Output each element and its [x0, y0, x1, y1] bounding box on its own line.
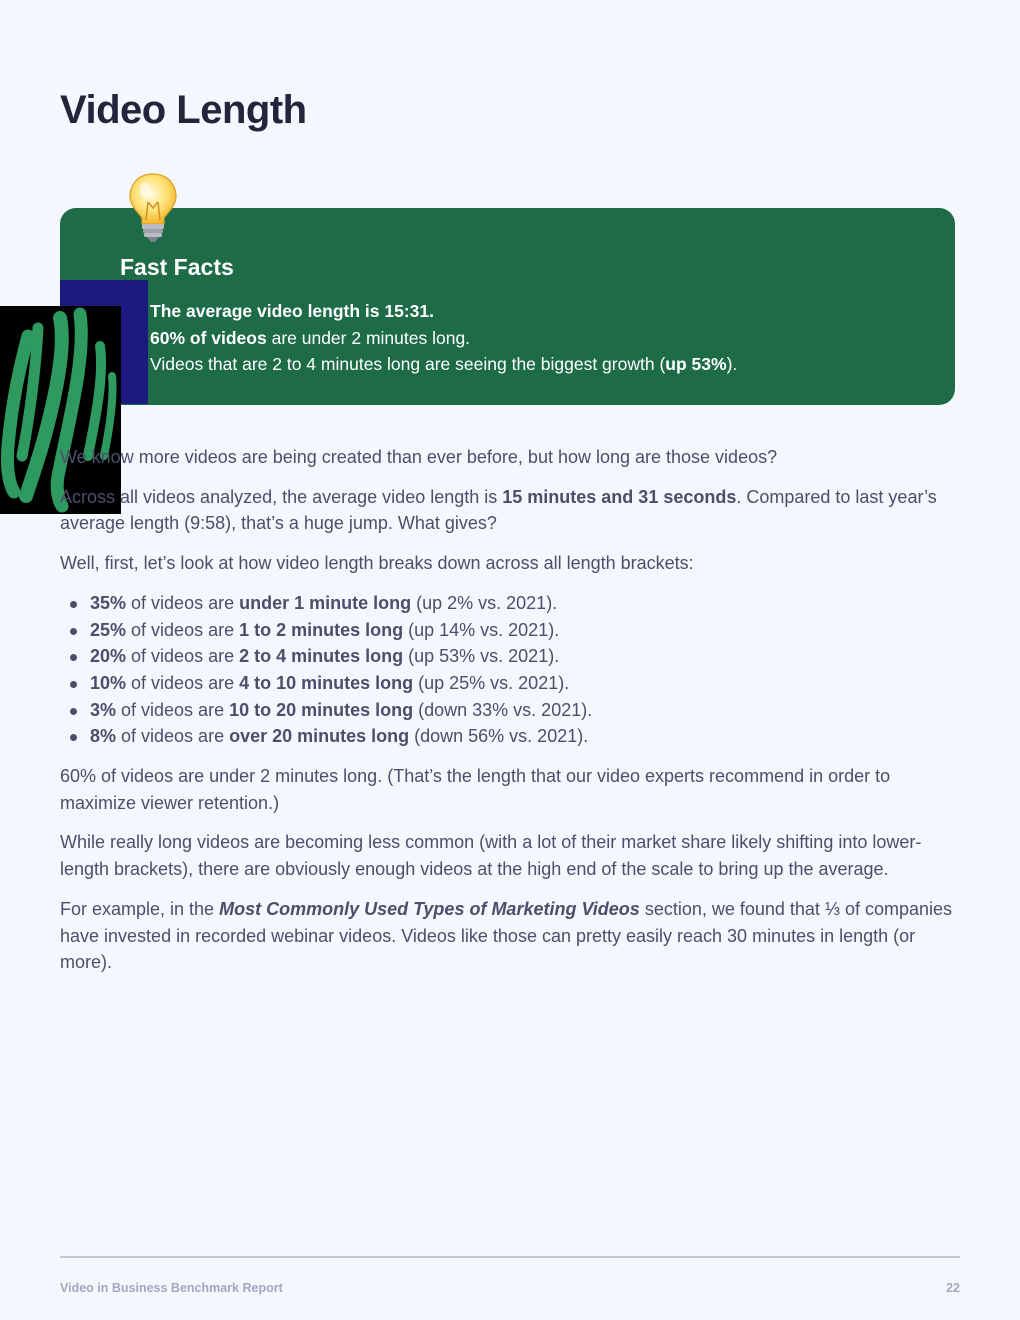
footer-page-number: 22: [946, 1281, 960, 1295]
list-item: 10% of videos are 4 to 10 minutes long (up 25% vs. 2021).: [90, 670, 960, 697]
fast-fact-item: 60% of videos are under 2 minutes long.: [150, 327, 471, 348]
paragraph-intro: We know more videos are being created than ever before, but how long are those videos?: [60, 447, 778, 467]
paragraph-breakdown-intro: Well, first, let’s look at how video length breaks down across all length brackets:: [60, 553, 694, 574]
list-item: 35% of videos are under 1 minute long (up 2% vs. 2021).: [90, 590, 960, 617]
fast-facts-list: [150, 298, 737, 378]
list-item: 25% of videos are 1 to 2 minutes long (up 14% vs. 2021).: [90, 617, 960, 644]
paragraph-under-two-minutes: 60% of videos are under 2 minutes long. (That’s the length that our video experts recommend in order to maximize viewer retention.): [60, 766, 891, 813]
list-item: 8% of videos are over 20 minutes long (down 56% vs. 2021).: [90, 723, 960, 750]
bullet-icon: [70, 681, 77, 688]
paragraph-long-videos: While really long videos are becoming less common (with a lot of their market share likely shifting into lower-length brackets), there are obviously enough videos at the high end of the scale to bring up the average.: [60, 832, 922, 880]
list-item: 3% of videos are 10 to 20 minutes long (down 33% vs. 2021).: [90, 697, 960, 724]
page-title: Video Length: [60, 88, 307, 132]
section-reference: Most Commonly Used Types of Marketing Videos: [219, 898, 640, 919]
length-brackets-list: [60, 590, 960, 750]
bullet-icon: [70, 601, 77, 608]
article-body: [60, 444, 960, 989]
bullet-icon: [70, 654, 77, 661]
fast-fact-item: Videos that are 2 to 4 minutes long are seeing the biggest growth (up 53%).: [150, 354, 738, 374]
footer-divider: [60, 1256, 960, 1258]
footer-report-name: Video in Business Benchmark Report: [60, 1281, 283, 1295]
paragraph-example: For example, in the Most Commonly Used Types of Marketing Videos section, we found that ⅓ of companies have invested in recorded webinar videos. Videos like those can pretty easily reach 30 minutes in length (or more).: [60, 898, 952, 973]
fast-fact-item: The average video length is 15:31.: [150, 301, 434, 321]
paragraph-average: Across all videos analyzed, the average video length is 15 minutes and 31 seconds. Compared to last year’s average length (9:58), that’s a huge jump. What gives?: [60, 486, 937, 534]
list-item: 20% of videos are 2 to 4 minutes long (up 53% vs. 2021).: [90, 643, 960, 670]
bullet-icon: [70, 734, 77, 741]
fast-facts-heading: Fast Facts: [120, 254, 234, 280]
bullet-icon: [70, 628, 77, 635]
lightbulb-icon: [118, 168, 188, 244]
bullet-icon: [70, 708, 77, 715]
